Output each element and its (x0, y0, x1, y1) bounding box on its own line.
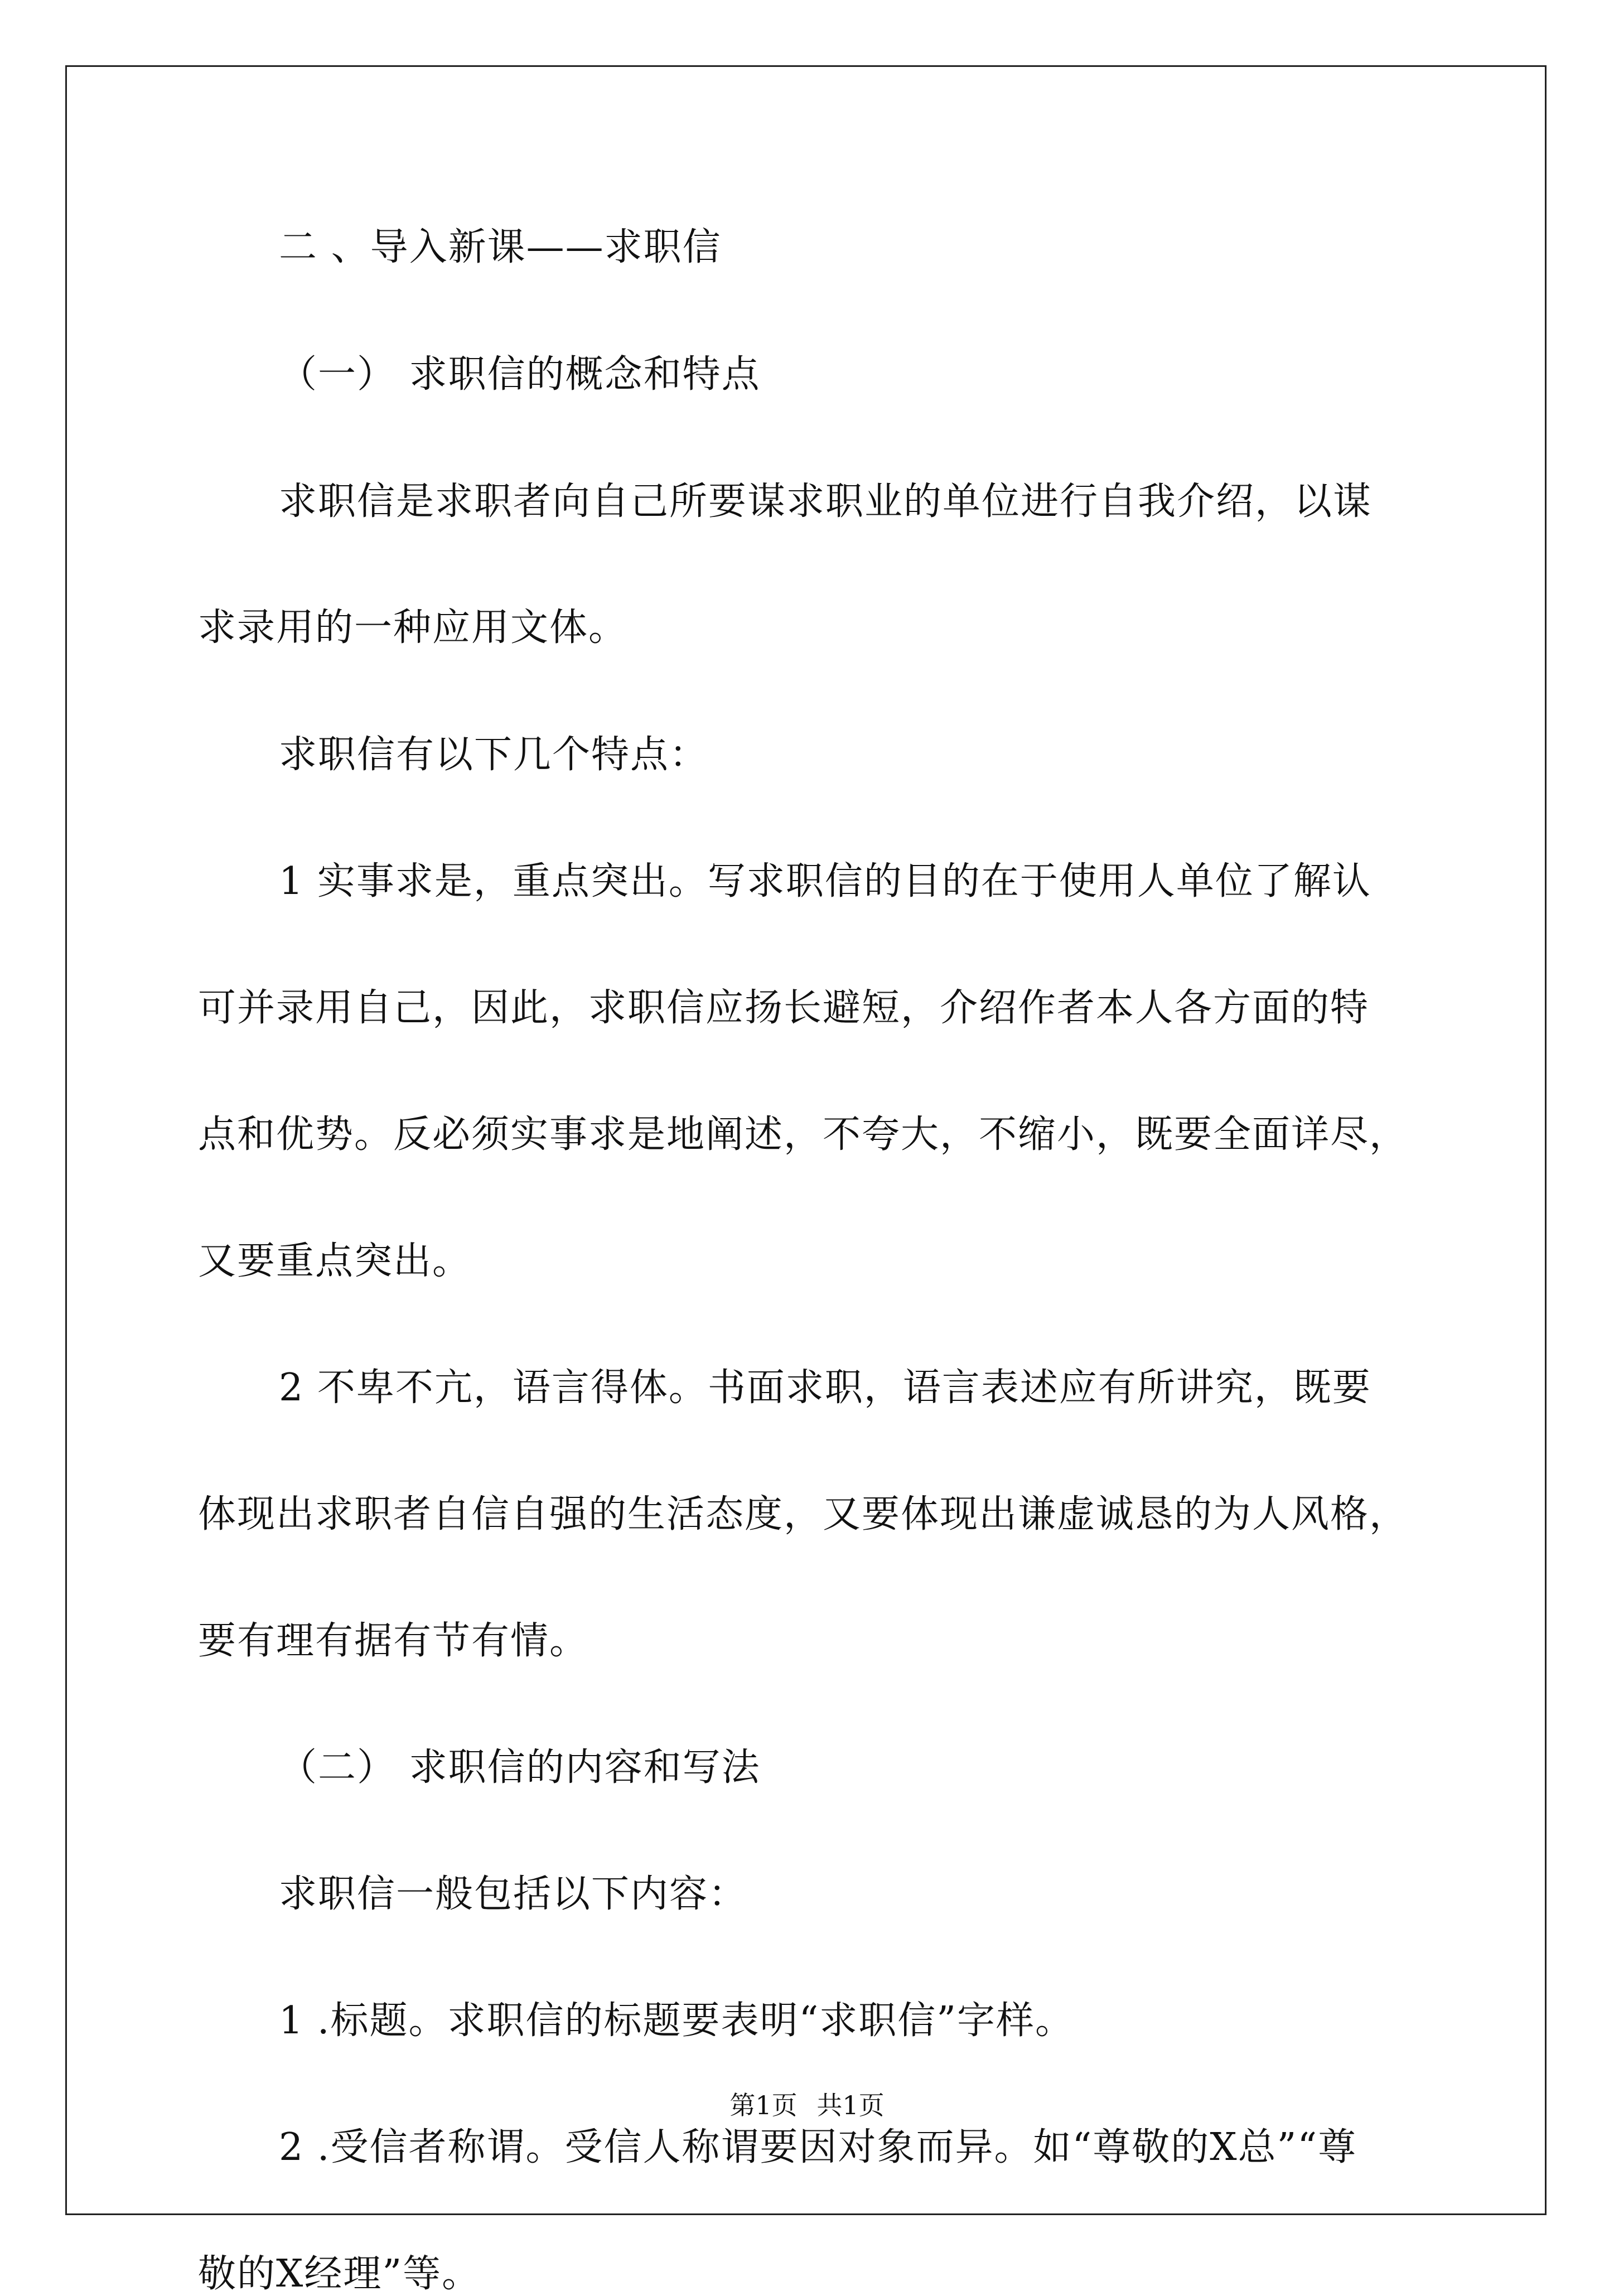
paragraph-line: 点和优势。反必须实事求是地阐述，不夸大，不缩小，既要全面详尽， (198, 1113, 1409, 1157)
list-item-continuation: 敬的X经理”等。 (198, 2252, 481, 2296)
paragraph-line: 体现出求职者自信自强的生活态度，又要体现出谦虚诚恳的为人风格， (198, 1492, 1409, 1536)
page-number-total: 共1页 (816, 2090, 885, 2120)
paragraph-line: 1 实事求是，重点突出。写求职信的目的在于使用人单位了解认 (279, 859, 1371, 903)
paragraph-line: 又要重点突出。 (198, 1239, 472, 1283)
paragraph-line: 2 不卑不亢，语言得体。书面求职，语言表述应有所讲究，既要 (279, 1366, 1371, 1410)
page-number-current: 第1页 (729, 2090, 798, 2120)
subsection-heading-concept: （一） 求职信的概念和特点 (279, 352, 761, 397)
paragraph-line: 求录用的一种应用文体。 (198, 606, 628, 650)
list-item: 2 .受信者称谓。受信人称谓要因对象而异。如“尊敬的X总”“尊 (279, 2125, 1357, 2169)
list-item: 1 .标题。求职信的标题要表明“求职信”字样。 (279, 1999, 1075, 2043)
paragraph-line: 求职信是求职者向自己所要谋求职业的单位进行自我介绍，以谋 (279, 480, 1373, 524)
page-footer (0, 2092, 1614, 2118)
section-heading-lead-in: 二 、导入新课——求职信 (279, 225, 722, 269)
subsection-heading-content: （二） 求职信的内容和写法 (279, 1746, 761, 1790)
paragraph-line: 要有理有据有节有情。 (198, 1619, 589, 1663)
paragraph-line: 求职信有以下几个特点： (279, 733, 709, 777)
paragraph-line: 求职信一般包括以下内容： (279, 1872, 748, 1916)
paragraph-line: 可并录用自己，因此，求职信应扬长避短，介绍作者本人各方面的特 (198, 986, 1370, 1030)
